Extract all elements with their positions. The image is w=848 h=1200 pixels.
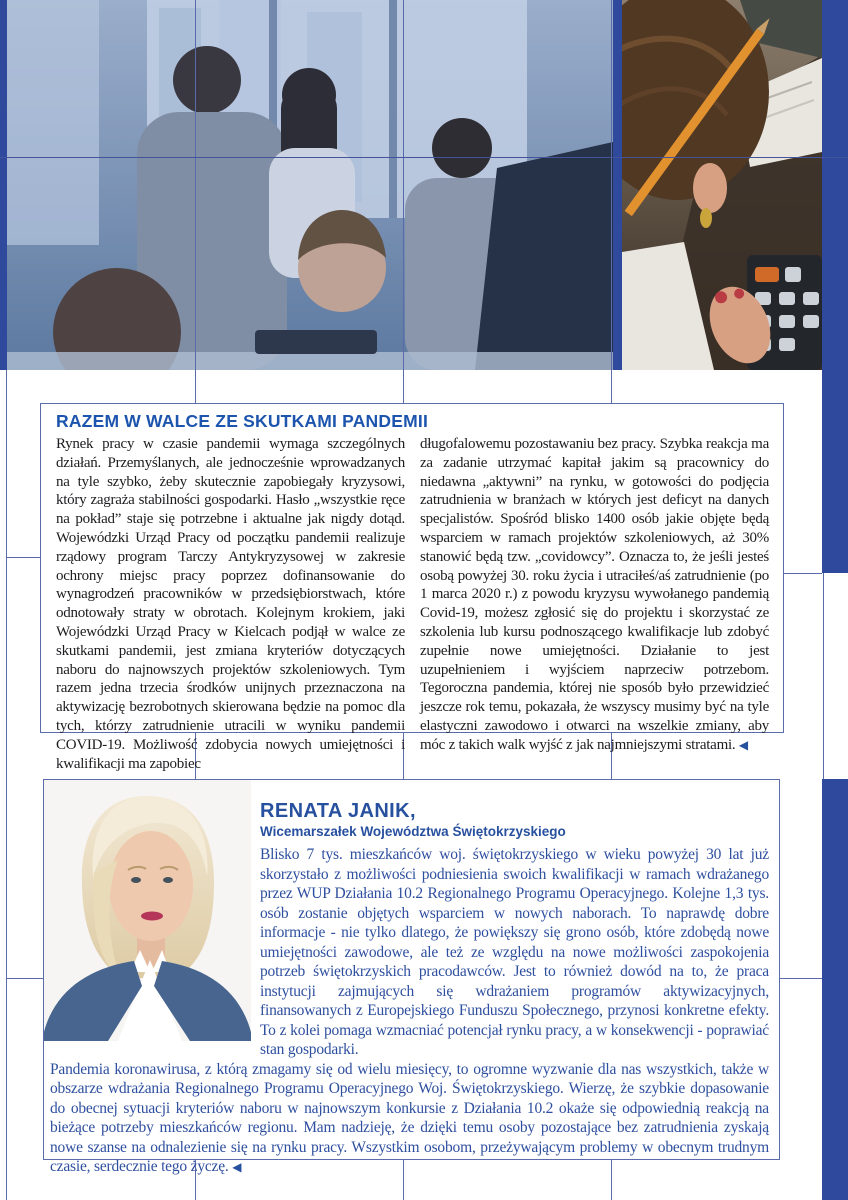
article-column-right-text: długofalowemu pozostawaniu bez pracy. Szybka reakcja ma za zadanie utrzymać kapitał jakim są pracownicy do niedawna „aktywni” na rynku, w gotowości do podjęcia zatrudnienia w branżach w których jest deficyt na danych specjalistów. Spośród blisko 1400 osób jakie objęte będą wsparciem w ramach projektów szkoleniowych, aż 30% stanowić będą tzw. „covidowcy”. Oznacza to, że jeśli jesteś osobą powyżej 30. roku życia i utraciłeś/aś zatrudnienie (po 1 marca 2020 r.) z powodu kryzysu wywołanego pandemią Covid-19, możesz zgłosić się do projektu i skorzystać ze szkolenia lub kursu podnoszącego kwalifikacje lub zdobyć zupełnie nowe umiejętności. Działanie to jest uzupełnieniem i wyjściem naprzeciw potrzebom. Tegoroczna pandemia, której nie sposób było przewidzieć jeszcze rok temu, pokazała, że wszyscy musimy być na tyle elastyczni zawodowo i otwarci na wszelkie zmiany, aby móc z takich walk wyjść z jak najmniejszymi stratami.	[420, 436, 769, 753]
paragraph-end-icon: ◀	[232, 1160, 242, 1174]
article-box	[40, 403, 784, 772]
portrait-art	[44, 780, 251, 1041]
article-title: RAZEM W WALCE ZE SKUTKAMI PANDEMII	[56, 411, 429, 431]
calculator-photo	[622, 0, 822, 370]
profile-paragraph-1: Blisko 7 tys. mieszkańców woj. świętokrzyskiego w wieku powyżej 30 lat już skorzystało z możliwości podniesienia swoich kwalifikacji w ramach wdrażanego przez WUP Działania 10.2 Regionalnego Programu Operacyjnego. Kolejne 1,3 tys. osób zostanie objętych wsparciem w nowych naborach. To naprawdę dobre informacje - nie tylko dlatego, że powiększy się grono osób, które zdobędą nowe umiejętności zawodowe, ale też ze względu na nowe możliwości zaspokojenia potrzeb świętokrzyskich pracodawców. Jest to również dowód na to, że praca instytucji zajmujących się wdrażaniem programów aktywizacyjnych, finansowanych z Europejskiego Funduszu Społecznego, przynosi konkretne efekty. To z kolei pomaga wzmacniać potencjał rynku pracy, a w konsekwencji - poprawiać stan gospodarki.	[260, 846, 769, 1058]
profile-paragraph-2-text: Pandemia koronawirusa, z którą zmagamy się od wielu miesięcy, to ogromne wyzwanie dla nas wszystkich, także w obszarze wdrażania Regionalnego Programu Operacyjnego Woj. Świętokrzyskiego. Wierzę, że szybkie dopasowanie do obecnej sytuacji kryteriów naboru w najnowszym konkursie z Działania 10.2 okaże się odpowiednią reakcją na bieżące potrzeby mieszkańców regionu. Mam nadzieję, że dzięki temu osoby pozostające bez zatrudnienia zyskają nowe szanse na odnalezienie się na rynku pracy. Wszystkim osobom, przeżywającym problemy w obecnym trudnym czasie, serdecznie tego życzę.	[50, 1060, 769, 1175]
grid-hseg-left-low	[6, 978, 43, 979]
team-meeting-photo-art	[7, 0, 613, 370]
profile-role: Wicemarszałek Województwa Świętokrzyskiego	[260, 824, 566, 839]
accent-band-photo-divider	[613, 0, 622, 370]
profile-name: RENATA JANIK,	[260, 800, 416, 822]
accent-band-right-top	[822, 0, 848, 573]
team-meeting-photo	[7, 0, 613, 370]
paragraph-end-icon: ◀	[738, 737, 748, 752]
accent-band-left	[0, 0, 7, 370]
profile-box	[43, 779, 780, 1175]
profile-paragraph-2	[50, 1060, 769, 1178]
grid-hline-top	[0, 157, 848, 158]
calculator-photo-art	[622, 0, 822, 370]
renata-janik-portrait-photo	[44, 780, 251, 1041]
grid-hseg-left-mid	[6, 557, 41, 558]
article-column-right	[420, 435, 769, 773]
article-column-left: Rynek pracy w czasie pandemii wymaga szczególnych działań. Przemyślanych, ale jednocześnie wprowadzanych na tyle szybko, żeby skutecznie zapobiegały kryzysowi, który zagraża stabilności gospodarki. Hasło „wszystkie ręce na pokład” staje się potrzebne i aktualne jak nigdy dotąd. Wojewódzki Urząd Pracy od początku pandemii realizuje rządowy program Tarczy Antykryzysowej w zakresie ochrony miejsc pracy poprzez dofinansowanie do wynagrodzeń pracowników w przedsiębiorstwach, które odnotowały straty w obrotach. Kolejnym krokiem, jaki Wojewódzki Urząd Pracy w Kielcach podjął w walce ze skutkami pandemii, jest zmiana kryteriów dotyczących naboru do najnowszych projektów szkoleniowych. Tym razem jedna trzecia środków unijnych przeznaczona na aktywizację bezrobotnych skierowana będzie na pomoc dla tych, którzy zatrudnienie utracili w wyniku pandemii COVID-19. Możliwość zdobycia nowych umiejętności i kwalifikacji ma zapobiec	[56, 436, 405, 772]
grid-hseg-right-low	[780, 978, 822, 979]
grid-hseg-right-mid	[784, 573, 822, 574]
article-columns	[56, 435, 769, 773]
accent-band-right-bottom	[822, 779, 848, 1200]
